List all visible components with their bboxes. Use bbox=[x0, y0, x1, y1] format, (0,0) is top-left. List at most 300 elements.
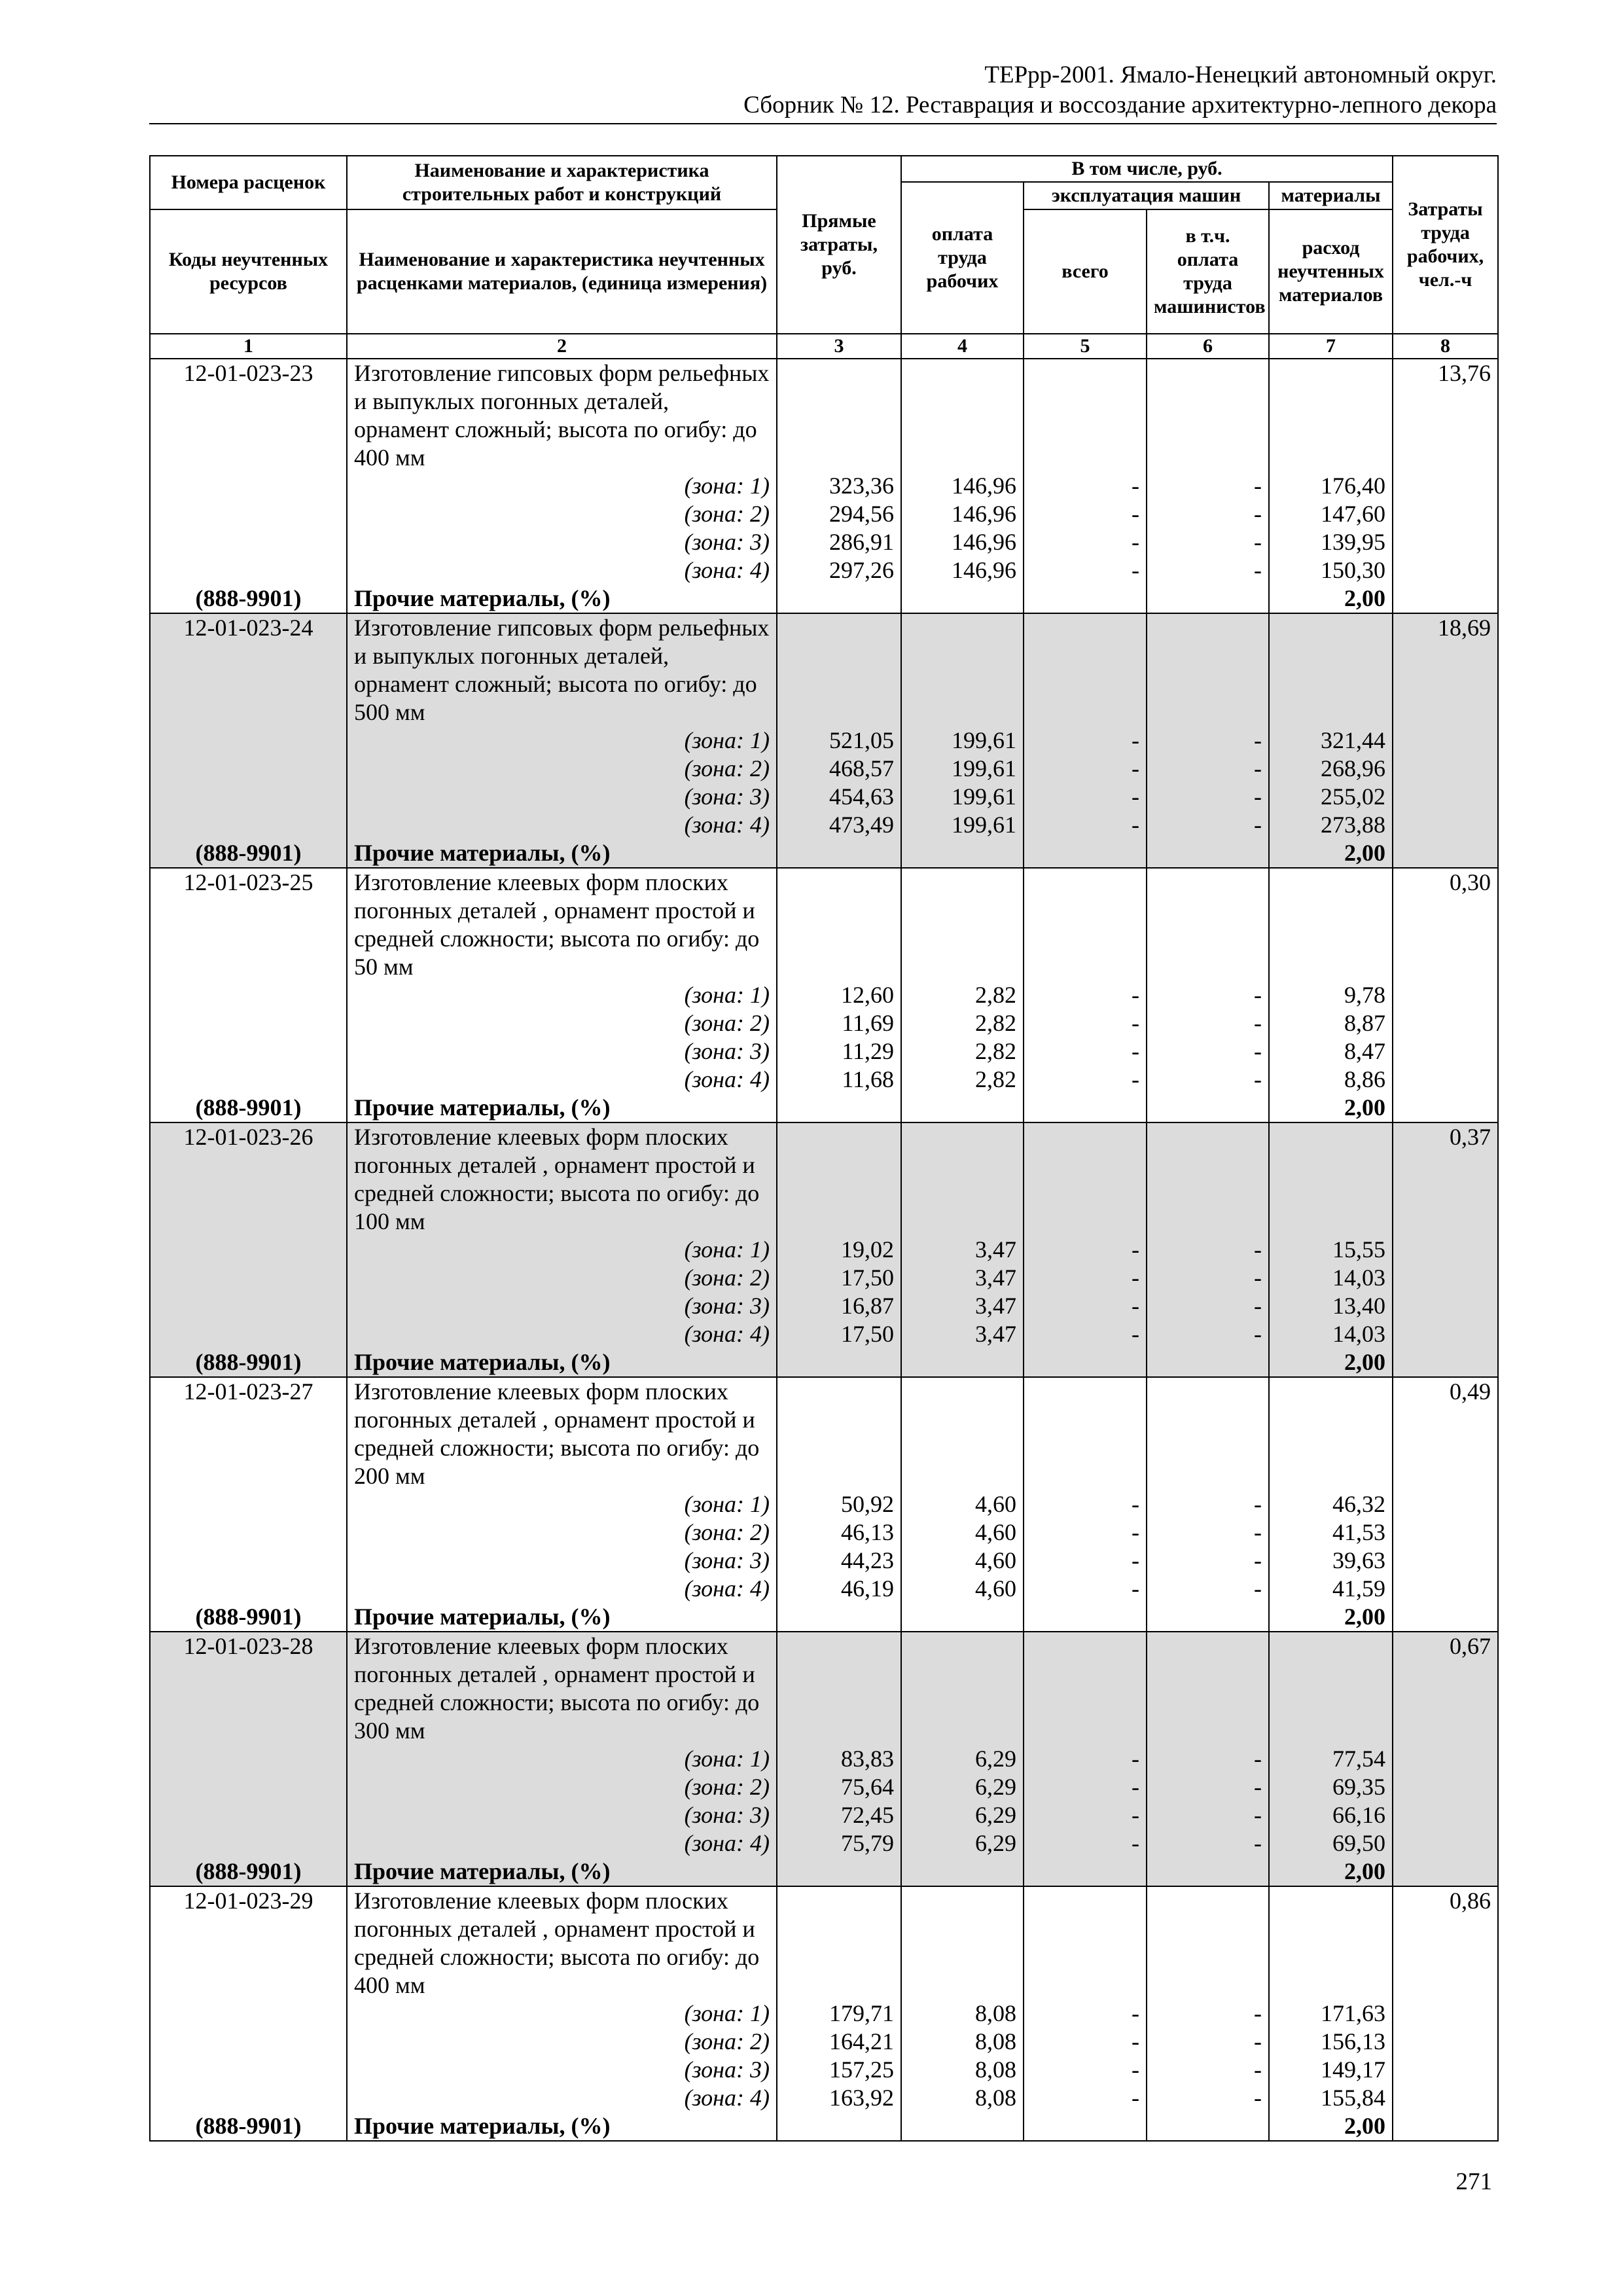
labor-pay-value: 199,61 bbox=[952, 755, 1016, 781]
direct-costs-cell bbox=[777, 613, 901, 839]
labor-pay-value: 146,96 bbox=[952, 501, 1016, 527]
zone-label: (зона: 1) bbox=[684, 1491, 770, 1517]
machines-total-value: - bbox=[1132, 1830, 1139, 1856]
header-materials: материалы bbox=[1269, 182, 1393, 209]
machines-total-value: - bbox=[1132, 982, 1139, 1008]
zone-label: (зона: 3) bbox=[684, 529, 770, 555]
labor-pay-value: 4,60 bbox=[975, 1519, 1016, 1545]
machinist-pay-value: - bbox=[1254, 557, 1262, 583]
other-materials-row bbox=[150, 1603, 1498, 1632]
machinist-pay-value: - bbox=[1254, 1265, 1262, 1291]
machines-total-cell bbox=[1024, 1886, 1147, 2112]
header-labor-pay: оплата труда рабочих bbox=[901, 182, 1024, 334]
direct-cost-value: 19,02 bbox=[841, 1236, 894, 1263]
materials-value: 41,53 bbox=[1332, 1519, 1386, 1545]
resource-code: (888-9901) bbox=[150, 584, 347, 613]
header-including: В том числе, руб. bbox=[901, 156, 1393, 182]
direct-cost-value: 11,68 bbox=[842, 1066, 894, 1092]
direct-cost-value: 50,92 bbox=[841, 1491, 894, 1517]
direct-cost-value: 83,83 bbox=[841, 1746, 894, 1772]
direct-cost-value: 44,23 bbox=[841, 1547, 894, 1573]
zone-label: (зона: 2) bbox=[684, 1010, 770, 1036]
zone-label: (зона: 3) bbox=[684, 1038, 770, 1064]
page-number: 271 bbox=[1455, 2168, 1492, 2195]
zone-label: (зона: 4) bbox=[684, 1066, 770, 1092]
machinist-pay-value: - bbox=[1254, 1830, 1262, 1856]
header-machine-operation: эксплуатация машин bbox=[1024, 182, 1269, 209]
machinist-pay-cell bbox=[1147, 868, 1269, 1094]
other-materials-row bbox=[150, 584, 1498, 613]
rate-code: 12-01-023-23 bbox=[150, 359, 347, 584]
machinist-pay-value: - bbox=[1254, 1038, 1262, 1064]
machines-total-value: - bbox=[1132, 1010, 1139, 1036]
rate-code: 12-01-023-24 bbox=[150, 613, 347, 839]
labor-costs-value: 0,37 bbox=[1393, 1122, 1498, 1348]
machinist-pay-value: - bbox=[1254, 1293, 1262, 1319]
direct-cost-value: 72,45 bbox=[841, 1802, 894, 1828]
machinist-pay-value: - bbox=[1254, 755, 1262, 781]
direct-cost-value: 157,25 bbox=[829, 2056, 894, 2083]
machinist-pay-cell bbox=[1147, 1886, 1269, 2112]
zone-label: (зона: 1) bbox=[684, 1746, 770, 1772]
header-labor-costs: Затраты труда рабочих, чел.-ч bbox=[1393, 156, 1498, 334]
labor-pay-value: 4,60 bbox=[975, 1547, 1016, 1573]
other-materials-value: 2,00 bbox=[1269, 1094, 1393, 1122]
header-direct-costs: Прямые затраты, руб. bbox=[777, 156, 901, 334]
direct-cost-value: 11,69 bbox=[842, 1010, 894, 1036]
labor-pay-value: 8,08 bbox=[975, 2056, 1016, 2083]
zone-label: (зона: 1) bbox=[684, 2000, 770, 2026]
machines-total-value: - bbox=[1132, 529, 1139, 555]
column-number: 8 bbox=[1393, 334, 1498, 359]
labor-pay-value: 6,29 bbox=[975, 1830, 1016, 1856]
zone-label: (зона: 1) bbox=[684, 727, 770, 753]
machines-total-value: - bbox=[1132, 1236, 1139, 1263]
materials-cell bbox=[1269, 1632, 1393, 1857]
work-description: Изготовление клеевых форм плоских погонных деталей , орнамент простой и средней сложности; высота по огибу: до 200 мм bbox=[354, 1378, 760, 1489]
machinist-pay-value: - bbox=[1254, 473, 1262, 499]
materials-value: 13,40 bbox=[1332, 1293, 1386, 1319]
zone-label: (зона: 4) bbox=[684, 1830, 770, 1856]
other-materials-value: 2,00 bbox=[1269, 584, 1393, 613]
direct-cost-value: 164,21 bbox=[829, 2028, 894, 2054]
zone-label: (зона: 2) bbox=[684, 1519, 770, 1545]
zone-label: (зона: 4) bbox=[684, 812, 770, 838]
machinist-pay-cell bbox=[1147, 359, 1269, 584]
work-description: Изготовление гипсовых форм рельефных и выпуклых погонных деталей, орнамент сложный; высота по огибу: до 400 мм bbox=[354, 360, 770, 471]
document-header bbox=[743, 60, 1497, 120]
labor-pay-value: 4,60 bbox=[975, 1575, 1016, 1602]
direct-cost-value: 163,92 bbox=[829, 2085, 894, 2111]
header-machinist-pay: в т.ч. оплата труда машинистов bbox=[1147, 209, 1269, 334]
header-unaccounted-materials: расход неучтенных материалов bbox=[1269, 209, 1393, 334]
work-description: Изготовление клеевых форм плоских погонных деталей , орнамент простой и средней сложности; высота по огибу: до 300 мм bbox=[354, 1633, 760, 1744]
materials-value: 9,78 bbox=[1344, 982, 1386, 1008]
materials-value: 176,40 bbox=[1321, 473, 1386, 499]
direct-cost-value: 12,60 bbox=[841, 982, 894, 1008]
labor-pay-value: 146,96 bbox=[952, 473, 1016, 499]
labor-pay-value: 3,47 bbox=[975, 1265, 1016, 1291]
materials-value: 8,86 bbox=[1344, 1066, 1386, 1092]
machines-total-value: - bbox=[1132, 727, 1139, 753]
machinist-pay-value: - bbox=[1254, 1010, 1262, 1036]
other-materials-row bbox=[150, 2112, 1498, 2141]
work-description-cell bbox=[347, 1377, 777, 1603]
labor-pay-value: 8,08 bbox=[975, 2028, 1016, 2054]
materials-cell bbox=[1269, 613, 1393, 839]
labor-pay-value: 6,29 bbox=[975, 1746, 1016, 1772]
header-machines-total: всего bbox=[1024, 209, 1147, 334]
machines-total-cell bbox=[1024, 1632, 1147, 1857]
resource-code: (888-9901) bbox=[150, 2112, 347, 2141]
direct-costs-cell bbox=[777, 1377, 901, 1603]
labor-pay-cell bbox=[901, 1377, 1024, 1603]
labor-pay-value: 3,47 bbox=[975, 1321, 1016, 1347]
other-materials-row bbox=[150, 1857, 1498, 1886]
labor-costs-value: 0,86 bbox=[1393, 1886, 1498, 2112]
work-description: Изготовление клеевых форм плоских погонных деталей , орнамент простой и средней сложности; высота по огибу: до 50 мм bbox=[354, 869, 760, 980]
materials-value: 8,47 bbox=[1344, 1038, 1386, 1064]
rate-entry bbox=[150, 1377, 1498, 1632]
machines-total-value: - bbox=[1132, 1066, 1139, 1092]
direct-cost-value: 46,19 bbox=[841, 1575, 894, 1602]
labor-pay-value: 2,82 bbox=[975, 1038, 1016, 1064]
machines-total-value: - bbox=[1132, 501, 1139, 527]
direct-cost-value: 17,50 bbox=[841, 1321, 894, 1347]
materials-value: 46,32 bbox=[1332, 1491, 1386, 1517]
work-description: Изготовление клеевых форм плоских погонных деталей , орнамент простой и средней сложности; высота по огибу: до 400 мм bbox=[354, 1888, 760, 1998]
other-materials-label: Прочие материалы, (%) bbox=[347, 584, 777, 613]
zone-label: (зона: 4) bbox=[684, 1575, 770, 1602]
machines-total-value: - bbox=[1132, 2056, 1139, 2083]
column-number: 6 bbox=[1147, 334, 1269, 359]
labor-pay-cell bbox=[901, 1886, 1024, 2112]
materials-value: 69,50 bbox=[1332, 1830, 1386, 1856]
other-materials-label: Прочие материалы, (%) bbox=[347, 1603, 777, 1632]
column-number: 4 bbox=[901, 334, 1024, 359]
direct-cost-value: 75,64 bbox=[841, 1774, 894, 1800]
direct-cost-value: 473,49 bbox=[829, 812, 894, 838]
header-rule bbox=[149, 123, 1497, 124]
work-description-cell bbox=[347, 868, 777, 1094]
machinist-pay-cell bbox=[1147, 1632, 1269, 1857]
materials-value: 139,95 bbox=[1321, 529, 1386, 555]
materials-value: 41,59 bbox=[1332, 1575, 1386, 1602]
rate-entry bbox=[150, 1122, 1498, 1377]
materials-value: 268,96 bbox=[1321, 755, 1386, 781]
machinist-pay-value: - bbox=[1254, 2085, 1262, 2111]
header-rate-numbers: Номера расценок bbox=[150, 156, 347, 209]
header-name-works: Наименование и характеристика строительных работ и конструкций bbox=[347, 156, 777, 209]
materials-value: 255,02 bbox=[1321, 783, 1386, 810]
other-materials-value: 2,00 bbox=[1269, 1603, 1393, 1632]
machines-total-value: - bbox=[1132, 783, 1139, 810]
header-line-2: Сборник № 12. Реставрация и воссоздание архитектурно-лепного декора bbox=[743, 92, 1497, 118]
work-description: Изготовление клеевых форм плоских погонных деталей , орнамент простой и средней сложности; высота по огибу: до 100 мм bbox=[354, 1124, 760, 1234]
direct-cost-value: 179,71 bbox=[829, 2000, 894, 2026]
direct-cost-value: 17,50 bbox=[841, 1265, 894, 1291]
materials-cell bbox=[1269, 1122, 1393, 1348]
direct-costs-cell bbox=[777, 1632, 901, 1857]
header-name-materials: Наименование и характеристика неучтенных расценками материалов, (единица измерения) bbox=[347, 209, 777, 334]
table-row bbox=[150, 868, 1498, 1094]
direct-cost-value: 286,91 bbox=[829, 529, 894, 555]
materials-value: 171,63 bbox=[1321, 2000, 1386, 2026]
direct-costs-cell bbox=[777, 1122, 901, 1348]
machinist-pay-value: - bbox=[1254, 501, 1262, 527]
materials-value: 14,03 bbox=[1332, 1321, 1386, 1347]
machinist-pay-value: - bbox=[1254, 727, 1262, 753]
direct-cost-value: 454,63 bbox=[829, 783, 894, 810]
labor-pay-value: 8,08 bbox=[975, 2000, 1016, 2026]
direct-cost-value: 11,29 bbox=[842, 1038, 894, 1064]
machinist-pay-value: - bbox=[1254, 982, 1262, 1008]
direct-cost-value: 297,26 bbox=[829, 557, 894, 583]
materials-value: 66,16 bbox=[1332, 1802, 1386, 1828]
machines-total-value: - bbox=[1132, 2028, 1139, 2054]
resource-code: (888-9901) bbox=[150, 1094, 347, 1122]
rate-code: 12-01-023-27 bbox=[150, 1377, 347, 1603]
zone-label: (зона: 3) bbox=[684, 1547, 770, 1573]
direct-cost-value: 468,57 bbox=[829, 755, 894, 781]
zone-label: (зона: 1) bbox=[684, 982, 770, 1008]
machines-total-value: - bbox=[1132, 812, 1139, 838]
rates-table bbox=[149, 155, 1499, 2142]
rate-entry bbox=[150, 1886, 1498, 2141]
labor-pay-value: 146,96 bbox=[952, 557, 1016, 583]
labor-pay-value: 8,08 bbox=[975, 2085, 1016, 2111]
materials-value: 273,88 bbox=[1321, 812, 1386, 838]
labor-pay-value: 4,60 bbox=[975, 1491, 1016, 1517]
machines-total-value: - bbox=[1132, 557, 1139, 583]
other-materials-row bbox=[150, 1094, 1498, 1122]
resource-code: (888-9901) bbox=[150, 1603, 347, 1632]
column-numbers-row bbox=[150, 334, 1498, 359]
resource-code: (888-9901) bbox=[150, 1857, 347, 1886]
materials-value: 15,55 bbox=[1332, 1236, 1386, 1263]
materials-cell bbox=[1269, 1886, 1393, 2112]
resource-code: (888-9901) bbox=[150, 839, 347, 868]
zone-label: (зона: 2) bbox=[684, 501, 770, 527]
materials-cell bbox=[1269, 1377, 1393, 1603]
direct-cost-value: 16,87 bbox=[841, 1293, 894, 1319]
other-materials-label: Прочие материалы, (%) bbox=[347, 1094, 777, 1122]
direct-costs-cell bbox=[777, 868, 901, 1094]
machines-total-value: - bbox=[1132, 1519, 1139, 1545]
labor-pay-value: 199,61 bbox=[952, 727, 1016, 753]
resource-code: (888-9901) bbox=[150, 1348, 347, 1377]
column-number: 5 bbox=[1024, 334, 1147, 359]
materials-value: 149,17 bbox=[1321, 2056, 1386, 2083]
materials-value: 69,35 bbox=[1332, 1774, 1386, 1800]
rate-entry bbox=[150, 613, 1498, 868]
machines-total-cell bbox=[1024, 359, 1147, 584]
other-materials-value: 2,00 bbox=[1269, 839, 1393, 868]
materials-value: 150,30 bbox=[1321, 557, 1386, 583]
work-description-cell bbox=[347, 1122, 777, 1348]
direct-cost-value: 323,36 bbox=[829, 473, 894, 499]
labor-pay-value: 199,61 bbox=[952, 812, 1016, 838]
header-resource-codes: Коды неучтенных ресурсов bbox=[150, 209, 347, 334]
table-row bbox=[150, 1632, 1498, 1857]
materials-cell bbox=[1269, 868, 1393, 1094]
machinist-pay-value: - bbox=[1254, 529, 1262, 555]
labor-pay-cell bbox=[901, 1122, 1024, 1348]
materials-cell bbox=[1269, 359, 1393, 584]
zone-label: (зона: 2) bbox=[684, 2028, 770, 2054]
machines-total-value: - bbox=[1132, 755, 1139, 781]
direct-costs-cell bbox=[777, 359, 901, 584]
table-row bbox=[150, 613, 1498, 839]
work-description: Изготовление гипсовых форм рельефных и выпуклых погонных деталей, орнамент сложный; высота по огибу: до 500 мм bbox=[354, 615, 770, 725]
materials-value: 147,60 bbox=[1321, 501, 1386, 527]
machines-total-value: - bbox=[1132, 1746, 1139, 1772]
machinist-pay-value: - bbox=[1254, 2056, 1262, 2083]
direct-cost-value: 294,56 bbox=[829, 501, 894, 527]
labor-pay-value: 3,47 bbox=[975, 1236, 1016, 1263]
labor-pay-value: 6,29 bbox=[975, 1774, 1016, 1800]
machinist-pay-value: - bbox=[1254, 812, 1262, 838]
machines-total-value: - bbox=[1132, 1491, 1139, 1517]
machinist-pay-value: - bbox=[1254, 1575, 1262, 1602]
machines-total-cell bbox=[1024, 613, 1147, 839]
rate-entry bbox=[150, 1632, 1498, 1886]
rate-code: 12-01-023-25 bbox=[150, 868, 347, 1094]
machines-total-value: - bbox=[1132, 1575, 1139, 1602]
table-row bbox=[150, 359, 1498, 584]
other-materials-row bbox=[150, 1348, 1498, 1377]
column-number: 3 bbox=[777, 334, 901, 359]
materials-value: 155,84 bbox=[1321, 2085, 1386, 2111]
machinist-pay-cell bbox=[1147, 1122, 1269, 1348]
rate-entry bbox=[150, 359, 1498, 613]
machines-total-value: - bbox=[1132, 1321, 1139, 1347]
machinist-pay-value: - bbox=[1254, 1519, 1262, 1545]
machines-total-value: - bbox=[1132, 1265, 1139, 1291]
labor-pay-value: 2,82 bbox=[975, 1066, 1016, 1092]
materials-value: 321,44 bbox=[1321, 727, 1386, 753]
labor-pay-value: 2,82 bbox=[975, 1010, 1016, 1036]
other-materials-label: Прочие материалы, (%) bbox=[347, 1348, 777, 1377]
machines-total-cell bbox=[1024, 1377, 1147, 1603]
work-description-cell bbox=[347, 1632, 777, 1857]
zone-label: (зона: 2) bbox=[684, 1774, 770, 1800]
materials-value: 8,87 bbox=[1344, 1010, 1386, 1036]
labor-costs-value: 0,49 bbox=[1393, 1377, 1498, 1603]
labor-costs-value: 0,67 bbox=[1393, 1632, 1498, 1857]
machinist-pay-value: - bbox=[1254, 1491, 1262, 1517]
rate-entry bbox=[150, 868, 1498, 1122]
labor-pay-value: 6,29 bbox=[975, 1802, 1016, 1828]
rate-code: 12-01-023-26 bbox=[150, 1122, 347, 1348]
other-materials-value: 2,00 bbox=[1269, 1348, 1393, 1377]
machines-total-value: - bbox=[1132, 1293, 1139, 1319]
labor-pay-value: 3,47 bbox=[975, 1293, 1016, 1319]
labor-pay-value: 146,96 bbox=[952, 529, 1016, 555]
machines-total-value: - bbox=[1132, 1802, 1139, 1828]
labor-pay-cell bbox=[901, 359, 1024, 584]
direct-cost-value: 46,13 bbox=[841, 1519, 894, 1545]
machinist-pay-cell bbox=[1147, 1377, 1269, 1603]
other-materials-label: Прочие материалы, (%) bbox=[347, 2112, 777, 2141]
zone-label: (зона: 2) bbox=[684, 1265, 770, 1291]
machines-total-value: - bbox=[1132, 1774, 1139, 1800]
materials-value: 156,13 bbox=[1321, 2028, 1386, 2054]
labor-pay-cell bbox=[901, 868, 1024, 1094]
machinist-pay-value: - bbox=[1254, 1802, 1262, 1828]
labor-costs-value: 18,69 bbox=[1393, 613, 1498, 839]
direct-cost-value: 75,79 bbox=[841, 1830, 894, 1856]
machinist-pay-value: - bbox=[1254, 2000, 1262, 2026]
materials-value: 77,54 bbox=[1332, 1746, 1386, 1772]
other-materials-value: 2,00 bbox=[1269, 2112, 1393, 2141]
labor-costs-value: 0,30 bbox=[1393, 868, 1498, 1094]
column-number: 1 bbox=[150, 334, 347, 359]
other-materials-row bbox=[150, 839, 1498, 868]
machines-total-value: - bbox=[1132, 1038, 1139, 1064]
zone-label: (зона: 4) bbox=[684, 1321, 770, 1347]
header-line-1: ТЕРрр-2001. Ямало-Ненецкий автономный округ. bbox=[984, 62, 1497, 88]
zone-label: (зона: 3) bbox=[684, 1293, 770, 1319]
labor-pay-cell bbox=[901, 613, 1024, 839]
materials-value: 14,03 bbox=[1332, 1265, 1386, 1291]
machinist-pay-value: - bbox=[1254, 2028, 1262, 2054]
labor-pay-cell bbox=[901, 1632, 1024, 1857]
machinist-pay-value: - bbox=[1254, 1066, 1262, 1092]
machines-total-value: - bbox=[1132, 2085, 1139, 2111]
other-materials-label: Прочие материалы, (%) bbox=[347, 839, 777, 868]
machines-total-value: - bbox=[1132, 473, 1139, 499]
machines-total-value: - bbox=[1132, 2000, 1139, 2026]
table-row bbox=[150, 1886, 1498, 2112]
machinist-pay-value: - bbox=[1254, 783, 1262, 810]
work-description-cell bbox=[347, 1886, 777, 2112]
rate-code: 12-01-023-29 bbox=[150, 1886, 347, 2112]
machinist-pay-value: - bbox=[1254, 1774, 1262, 1800]
zone-label: (зона: 2) bbox=[684, 755, 770, 781]
machines-total-cell bbox=[1024, 1122, 1147, 1348]
labor-pay-value: 199,61 bbox=[952, 783, 1016, 810]
direct-costs-cell bbox=[777, 1886, 901, 2112]
machinist-pay-cell bbox=[1147, 613, 1269, 839]
machines-total-value: - bbox=[1132, 1547, 1139, 1573]
column-number: 7 bbox=[1269, 334, 1393, 359]
rate-code: 12-01-023-28 bbox=[150, 1632, 347, 1857]
machinist-pay-value: - bbox=[1254, 1746, 1262, 1772]
other-materials-label: Прочие материалы, (%) bbox=[347, 1857, 777, 1886]
zone-label: (зона: 4) bbox=[684, 557, 770, 583]
zone-label: (зона: 3) bbox=[684, 783, 770, 810]
zone-label: (зона: 3) bbox=[684, 2056, 770, 2083]
table-row bbox=[150, 1122, 1498, 1348]
machinist-pay-value: - bbox=[1254, 1547, 1262, 1573]
zone-label: (зона: 1) bbox=[684, 473, 770, 499]
work-description-cell bbox=[347, 613, 777, 839]
work-description-cell bbox=[347, 359, 777, 584]
zone-label: (зона: 1) bbox=[684, 1236, 770, 1263]
direct-cost-value: 521,05 bbox=[829, 727, 894, 753]
column-number: 2 bbox=[347, 334, 777, 359]
materials-value: 39,63 bbox=[1332, 1547, 1386, 1573]
zone-label: (зона: 3) bbox=[684, 1802, 770, 1828]
machinist-pay-value: - bbox=[1254, 1321, 1262, 1347]
table-header bbox=[150, 156, 1498, 359]
table-row bbox=[150, 1377, 1498, 1603]
machinist-pay-value: - bbox=[1254, 1236, 1262, 1263]
labor-costs-value: 13,76 bbox=[1393, 359, 1498, 584]
zone-label: (зона: 4) bbox=[684, 2085, 770, 2111]
machines-total-cell bbox=[1024, 868, 1147, 1094]
